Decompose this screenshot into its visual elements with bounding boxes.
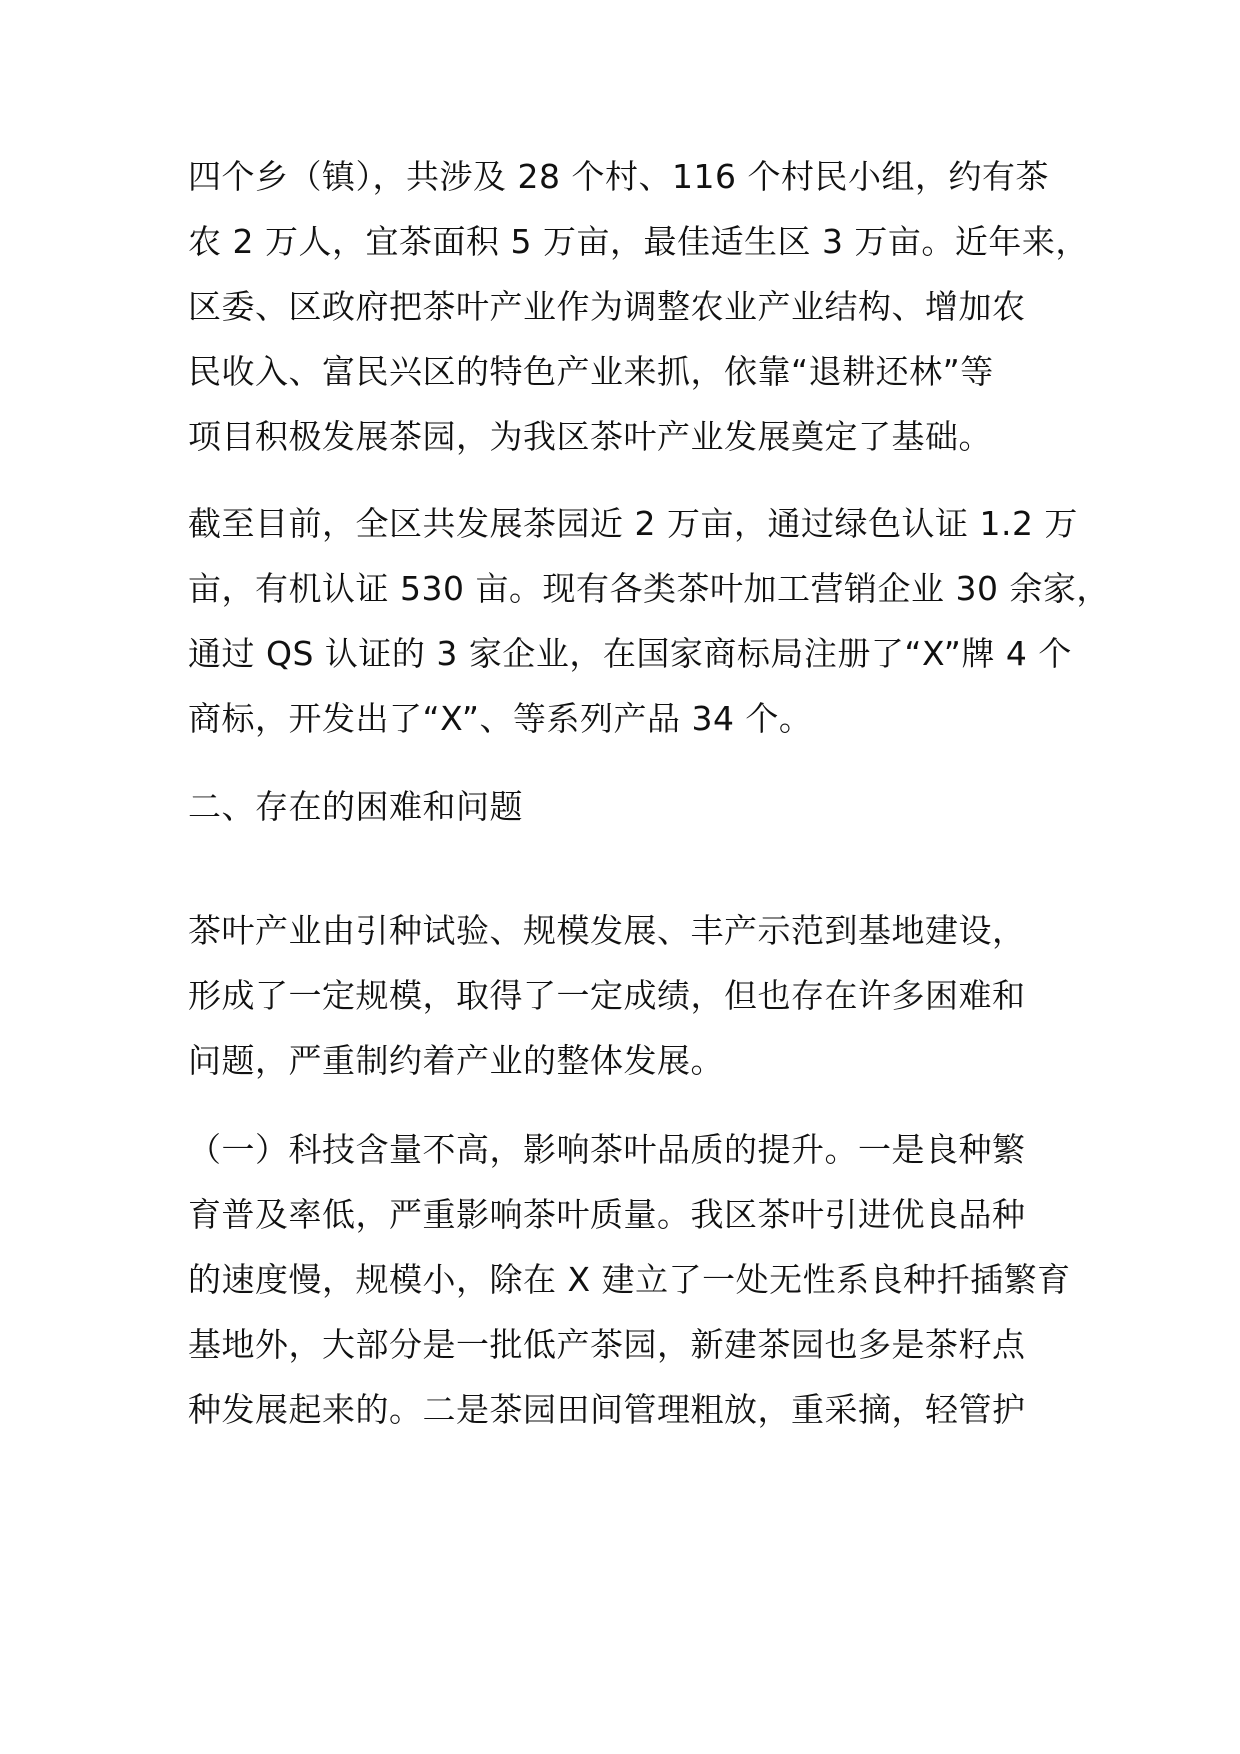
text-line: 的速度慢，规模小，除在 X 建立了一处无性系良种扦插繁育 <box>188 1260 1071 1299</box>
text-line: 农 2 万人，宜茶面积 5 万亩，最佳适生区 3 万亩。近年来， <box>188 222 1089 261</box>
text-line: 育普及率低，严重影响茶叶质量。我区茶叶引进优良品种 <box>188 1195 1026 1234</box>
text-line: 通过 QS 认证的 3 家企业，在国家商标局注册了“X”牌 4 个 <box>188 634 1072 673</box>
heading-line: 二、存在的困难和问题 <box>188 787 523 826</box>
text-line: （一）科技含量不高，影响茶叶品质的提升。一是良种繁 <box>188 1130 1026 1169</box>
text-line: 商标，开发出了“X”、等系列产品 34 个。 <box>188 699 813 738</box>
text-line: 种发展起来的。二是茶园田间管理粗放，重采摘，轻管护 <box>188 1390 1026 1429</box>
paragraph-overview <box>188 144 1088 469</box>
paragraph-current-status <box>188 491 1110 751</box>
text-line: 项目积极发展茶园，为我区茶叶产业发展奠定了基础。 <box>188 417 992 456</box>
text-line: 问题，严重制约着产业的整体发展。 <box>188 1041 724 1080</box>
paragraph-problems-intro <box>188 898 1088 1093</box>
text-line: 茶叶产业由引种试验、规模发展、丰产示范到基地建设， <box>188 911 1026 950</box>
section-heading <box>188 774 1088 839</box>
text-line: 亩，有机认证 530 亩。现有各类茶叶加工营销企业 30 余家， <box>188 569 1110 608</box>
text-line: 基地外，大部分是一批低产茶园，新建茶园也多是茶籽点 <box>188 1325 1026 1364</box>
text-line: 形成了一定规模，取得了一定成绩，但也存在许多困难和 <box>188 976 1026 1015</box>
text-line: 区委、区政府把茶叶产业作为调整农业产业结构、增加农 <box>188 287 1026 326</box>
text-line: 截至目前，全区共发展茶园近 2 万亩，通过绿色认证 1.2 万 <box>188 504 1078 543</box>
text-line: 民收入、富民兴区的特色产业来抓，依靠“退耕还林”等 <box>188 352 994 391</box>
text-line: 四个乡（镇），共涉及 28 个村、116 个村民小组，约有茶 <box>188 157 1049 196</box>
paragraph-problem-one <box>188 1117 1088 1442</box>
